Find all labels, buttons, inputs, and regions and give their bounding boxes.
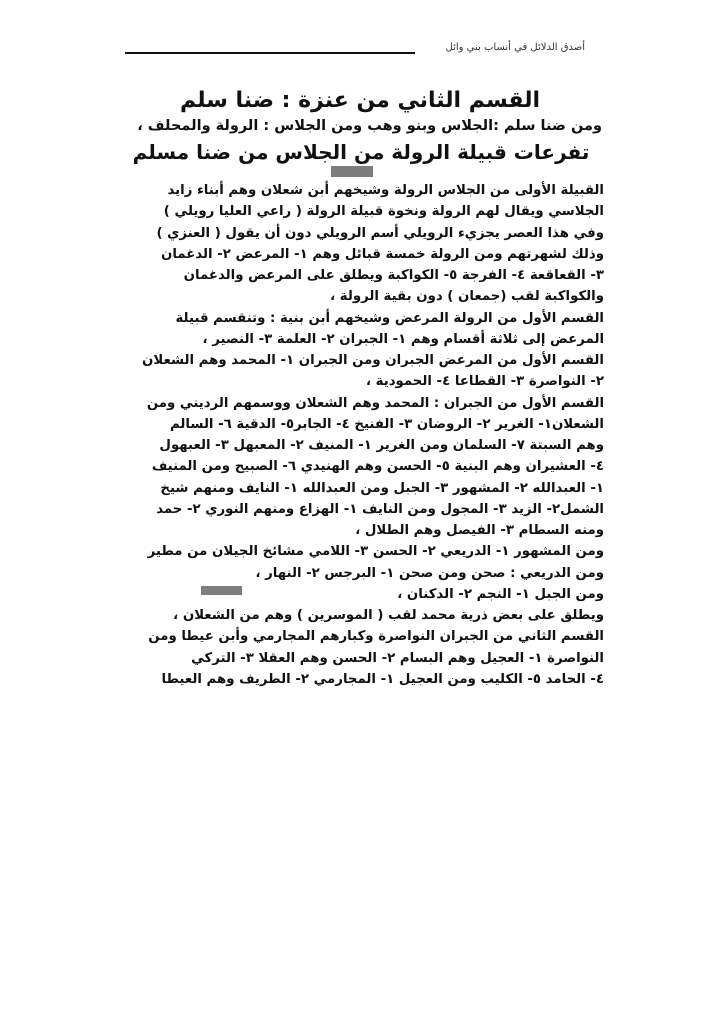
text-line: القسم الأول من المرعض الجبران ومن الجبران ١- المحمد وهم الشعلان xyxy=(142,353,604,368)
text-line: المرعض إلى ثلاثة أقسام وهم ١- الجبران ٢- العلمة ٣- النصير ، xyxy=(202,331,604,347)
text-line: وهم السبتة ٧- السلمان ومن الغرير ١- المنيف ٢- المعبهل ٣- العبهول xyxy=(159,438,604,453)
text-line: ٣- القعاقعة ٤- الفرجة ٥- الكواكبة ويطلق على المرعض والدغمان xyxy=(183,268,604,283)
running-header-title: أصدق الدلائل في أنساب بني وائل xyxy=(445,42,585,53)
redaction-mark xyxy=(201,586,242,595)
running-header xyxy=(125,42,585,62)
text-line: النواصرة ١- العجيل وهم البسام ٢- الحسن وهم العقلا ٣- التركي xyxy=(191,650,604,666)
text-line: الجلاسي ويقال لهم الرولة ونخوة قبيلة الرولة ( راعي العليا رويلي ) xyxy=(163,204,604,220)
text-line: ومن الدريعي : صحن ومن صحن ١- البرجس ٢- النهار ، xyxy=(255,565,604,581)
text-line: ومنه السطام ٣- الفيصل وهم الطلال ، xyxy=(355,523,604,538)
text-line: القسم الأول من الجبران : المحمد وهم الشعلان ووسمهم الرديني ومن xyxy=(146,395,604,411)
text-line: وفي هذا العصر يجزيء الرويلي أسم الرويلي دون أن يقول ( العنزي ) xyxy=(156,225,604,241)
text-line: وذلك لشهرتهم ومن الرولة خمسة قبائل وهم ١- المرعض ٢- الدغمان xyxy=(161,246,604,262)
section-heading: تفرعات قبيلة الرولة من الجلاس من ضنا مسلم xyxy=(132,140,590,164)
text-line: ومن المشهور ١- الدريعي ٢- الحسن ٣- اللامي مشائخ الجيلان من مطير xyxy=(147,544,604,560)
text-line: القسم الثاني من الجبران النواصرة وكبارهم المجارمي وأبن عيطا ومن xyxy=(148,629,604,645)
text-line: القسم الأول من الرولة المرعض وشيخهم أبن بنية : وتنقسم قبيلة xyxy=(175,310,604,326)
text-line: ٢- النواصرة ٣- القطاعا ٤- الحمودية ، xyxy=(365,374,604,390)
text-line: ٤- العشيران وهم البنية ٥- الحسن وهم الهنيدي ٦- الصبيح ومن المنيف xyxy=(151,459,604,475)
text-line: والكواكبة لقب (جمعان ) دون بقية الرولة ، xyxy=(330,289,604,305)
text-line: القبيلة الأولى من الجلاس الرولة وشيخهم أبن شعلان وهم أبناء زايد xyxy=(167,183,604,198)
header-rule xyxy=(125,52,415,54)
text-line: ومن الجبل ١- النجم ٢- الدكنان ، xyxy=(397,586,604,602)
text-line: ٤- الحامد ٥- الكليب ومن العجيل ١- المجارمي ٢- الطريف وهم العيطا xyxy=(161,671,604,687)
page-title: القسم الثاني من عنزة : ضنا سلم xyxy=(179,88,541,113)
text-line: ١- العبدالله ٢- المشهور ٣- الجبل ومن العبدالله ١- النايف ومنهم شيخ xyxy=(160,480,604,496)
text-line: الشمل٢- الزيد ٣- المجول ومن النايف ١- الهزاع ومنهم النوري ٢- حمد xyxy=(156,501,604,517)
text-line: ويطلق على بعض ذرية محمد لقب ( الموسرين ) وهم من الشعلان ، xyxy=(173,608,604,623)
body-text xyxy=(120,180,604,690)
text-line: الشعلان١- الغرير ٢- الروضان ٣- الفنيخ ٤- الجابر٥- الدقية ٦- السالم xyxy=(170,416,604,432)
redaction-mark xyxy=(331,166,373,177)
page-subtitle: ومن ضنا سلم :الجلاس وبنو وهب ومن الجلاس : الرولة والمحلف ، xyxy=(137,118,602,134)
